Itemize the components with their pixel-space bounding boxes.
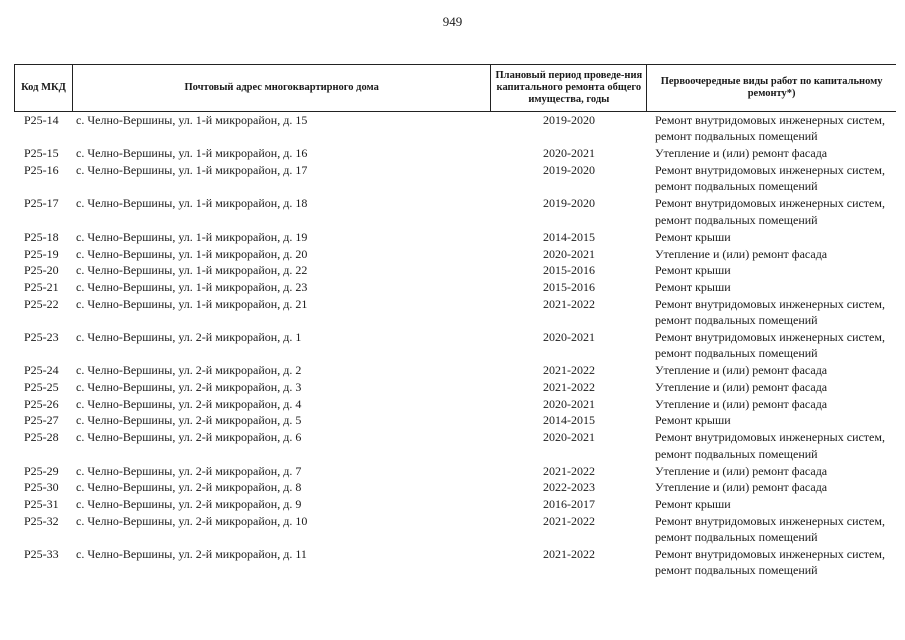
- table-row: [14, 329, 896, 362]
- row-works: [647, 145, 896, 161]
- header-period: Плановый период проведе-ния капитального ремонта общего имущества, годы: [491, 65, 647, 111]
- table-row: [14, 246, 896, 263]
- table-body: [14, 112, 896, 579]
- row-period: 2015-2016: [543, 263, 595, 278]
- row-code: Р25-30: [24, 480, 59, 495]
- row-code: Р25-15: [24, 146, 59, 161]
- row-code: Р25-29: [24, 463, 59, 478]
- row-period: 2014-2015: [543, 229, 595, 244]
- row-code: Р25-32: [24, 513, 59, 528]
- row-address: с. Челно-Вершины, ул. 2-й микрорайон, д. 9: [76, 496, 302, 511]
- row-works: [647, 546, 896, 579]
- row-works: [647, 296, 896, 329]
- table-row: [14, 112, 896, 145]
- table-row: [14, 379, 896, 396]
- table-row: [14, 496, 896, 513]
- row-works-line: ремонт подвальных помещений: [655, 179, 818, 194]
- table-row: [14, 463, 896, 480]
- row-works: [647, 246, 896, 262]
- row-address: с. Челно-Вершины, ул. 1-й микрорайон, д. 15: [76, 113, 308, 127]
- row-works-line: Утепление и (или) ремонт фасада: [655, 363, 828, 378]
- table-row: [14, 262, 896, 279]
- row-period: 2015-2016: [543, 279, 595, 294]
- row-works: [647, 195, 896, 228]
- row-period: 2021-2022: [543, 363, 595, 378]
- row-works-line: ремонт подвальных помещений: [655, 129, 818, 144]
- row-address: с. Челно-Вершины, ул. 1-й микрорайон, д. 23: [76, 279, 308, 294]
- row-code: Р25-19: [24, 246, 59, 261]
- row-code: Р25-23: [24, 330, 59, 344]
- row-period: 2019-2020: [543, 113, 595, 127]
- row-code: Р25-16: [24, 163, 59, 178]
- row-works: [647, 362, 896, 378]
- row-code: Р25-31: [24, 496, 59, 511]
- row-works-line: Ремонт внутридомовых инженерных систем,: [655, 296, 885, 311]
- row-address: с. Челно-Вершины, ул. 2-й микрорайон, д. 5: [76, 413, 302, 428]
- row-code: Р25-27: [24, 413, 59, 428]
- row-code: Р25-25: [24, 380, 59, 395]
- row-works-line: Ремонт внутридомовых инженерных систем,: [655, 196, 885, 211]
- table-row: [14, 145, 896, 162]
- row-works: [647, 412, 896, 428]
- row-works: [647, 279, 896, 295]
- row-period: 2020-2021: [543, 330, 595, 344]
- row-address: с. Челно-Вершины, ул. 2-й микрорайон, д. 7: [76, 463, 302, 478]
- row-period: 2020-2021: [543, 146, 595, 161]
- row-code: Р25-33: [24, 546, 59, 561]
- table-row: [14, 479, 896, 496]
- row-address: с. Челно-Вершины, ул. 1-й микрорайон, д. 20: [76, 246, 308, 261]
- row-works: [647, 479, 896, 495]
- table-row: [14, 546, 896, 579]
- table-row: [14, 429, 896, 462]
- row-works-line: Утепление и (или) ремонт фасада: [655, 380, 828, 395]
- row-code: Р25-24: [24, 363, 59, 378]
- row-works-line: ремонт подвальных помещений: [655, 346, 818, 361]
- row-period: 2021-2022: [543, 380, 595, 395]
- row-works-line: Утепление и (или) ремонт фасада: [655, 146, 828, 161]
- row-works-line: Ремонт внутридомовых инженерных систем,: [655, 163, 885, 178]
- row-address: с. Челно-Вершины, ул. 2-й микрорайон, д. 6: [76, 430, 302, 445]
- row-works: [647, 463, 896, 479]
- row-code: Р25-18: [24, 229, 59, 244]
- row-address: с. Челно-Вершины, ул. 2-й микрорайон, д. 1: [76, 330, 302, 344]
- row-works-line: ремонт подвальных помещений: [655, 446, 818, 461]
- row-code: Р25-21: [24, 279, 59, 294]
- row-code: Р25-22: [24, 296, 59, 311]
- header-works: Первоочередные виды работ по капитальному ремонту*): [660, 76, 883, 99]
- row-period: 2021-2022: [543, 463, 595, 478]
- row-works-line: ремонт подвальных помещений: [655, 530, 818, 544]
- row-works-line: Ремонт крыши: [655, 496, 731, 511]
- row-code: Р25-17: [24, 196, 59, 211]
- table-row: [14, 296, 896, 329]
- row-works: [647, 396, 896, 412]
- row-works: [647, 496, 896, 512]
- table-row: [14, 195, 896, 228]
- table-row: [14, 513, 896, 546]
- row-address: с. Челно-Вершины, ул. 2-й микрорайон, д. 10: [76, 513, 308, 528]
- row-works-line: Ремонт внутридомовых инженерных систем,: [655, 546, 885, 561]
- row-works-line: Утепление и (или) ремонт фасада: [655, 463, 828, 478]
- row-period: 2021-2022: [543, 296, 595, 311]
- row-works-line: Ремонт крыши: [655, 229, 731, 244]
- page-number: 949: [442, 14, 463, 29]
- row-period: 2020-2021: [543, 396, 595, 411]
- row-code: Р25-28: [24, 430, 59, 445]
- row-works-line: ремонт подвальных помещений: [655, 313, 818, 328]
- row-works: [647, 229, 896, 245]
- table-row: [14, 412, 896, 429]
- row-period: 2021-2022: [543, 546, 595, 561]
- row-works: [647, 429, 896, 462]
- table-header: [14, 64, 896, 112]
- row-works: [647, 329, 896, 362]
- row-address: с. Челно-Вершины, ул. 2-й микрорайон, д. 2: [76, 363, 302, 378]
- row-works-line: Ремонт внутридомовых инженерных систем,: [655, 113, 885, 127]
- row-period: 2014-2015: [543, 413, 595, 428]
- row-address: с. Челно-Вершины, ул. 1-й микрорайон, д. 22: [76, 263, 308, 278]
- row-works: [647, 262, 896, 278]
- row-works: [647, 112, 896, 145]
- row-works-line: Ремонт внутридомовых инженерных систем,: [655, 430, 885, 445]
- row-works-line: Ремонт внутридомовых инженерных систем,: [655, 513, 885, 528]
- row-address: с. Челно-Вершины, ул. 2-й микрорайон, д. 11: [76, 546, 307, 561]
- row-code: Р25-20: [24, 263, 59, 278]
- header-code: Код МКД: [15, 65, 73, 111]
- row-period: 2022-2023: [543, 480, 595, 495]
- table-row: [14, 362, 896, 379]
- table-row: [14, 229, 896, 246]
- row-address: с. Челно-Вершины, ул. 1-й микрорайон, д. 19: [76, 229, 308, 244]
- row-works: [647, 162, 896, 195]
- row-works-line: Утепление и (или) ремонт фасада: [655, 480, 828, 495]
- row-period: 2019-2020: [543, 163, 595, 178]
- row-address: с. Челно-Вершины, ул. 1-й микрорайон, д. 18: [76, 196, 308, 211]
- row-works-line: ремонт подвальных помещений: [655, 212, 818, 227]
- row-works-line: Утепление и (или) ремонт фасада: [655, 396, 828, 411]
- row-period: 2020-2021: [543, 430, 595, 445]
- row-address: с. Челно-Вершины, ул. 1-й микрорайон, д. 16: [76, 146, 308, 161]
- header-address: Почтовый адрес многоквартирного дома: [73, 65, 492, 111]
- row-works-line: Утепление и (или) ремонт фасада: [655, 246, 828, 261]
- row-address: с. Челно-Вершины, ул. 2-й микрорайон, д. 3: [76, 380, 302, 395]
- row-address: с. Челно-Вершины, ул. 2-й микрорайон, д. 4: [76, 396, 302, 411]
- row-code: Р25-14: [24, 113, 59, 127]
- row-works-line: ремонт подвальных помещений: [655, 563, 818, 578]
- row-works-line: Ремонт крыши: [655, 279, 731, 294]
- row-address: с. Челно-Вершины, ул. 1-й микрорайон, д. 17: [76, 163, 308, 178]
- table-row: [14, 396, 896, 413]
- row-works-line: Ремонт крыши: [655, 413, 731, 428]
- row-period: 2019-2020: [543, 196, 595, 211]
- row-code: Р25-26: [24, 396, 59, 411]
- table-row: [14, 279, 896, 296]
- row-works: [647, 379, 896, 395]
- table-row: [14, 162, 896, 195]
- row-period: 2021-2022: [543, 513, 595, 528]
- row-period: 2020-2021: [543, 246, 595, 261]
- row-address: с. Челно-Вершины, ул. 2-й микрорайон, д. 8: [76, 480, 302, 495]
- row-works-line: Ремонт внутридомовых инженерных систем,: [655, 330, 885, 344]
- row-works: [647, 513, 896, 546]
- row-address: с. Челно-Вершины, ул. 1-й микрорайон, д. 21: [76, 296, 308, 311]
- row-works-line: Ремонт крыши: [655, 263, 731, 278]
- row-period: 2016-2017: [543, 496, 595, 511]
